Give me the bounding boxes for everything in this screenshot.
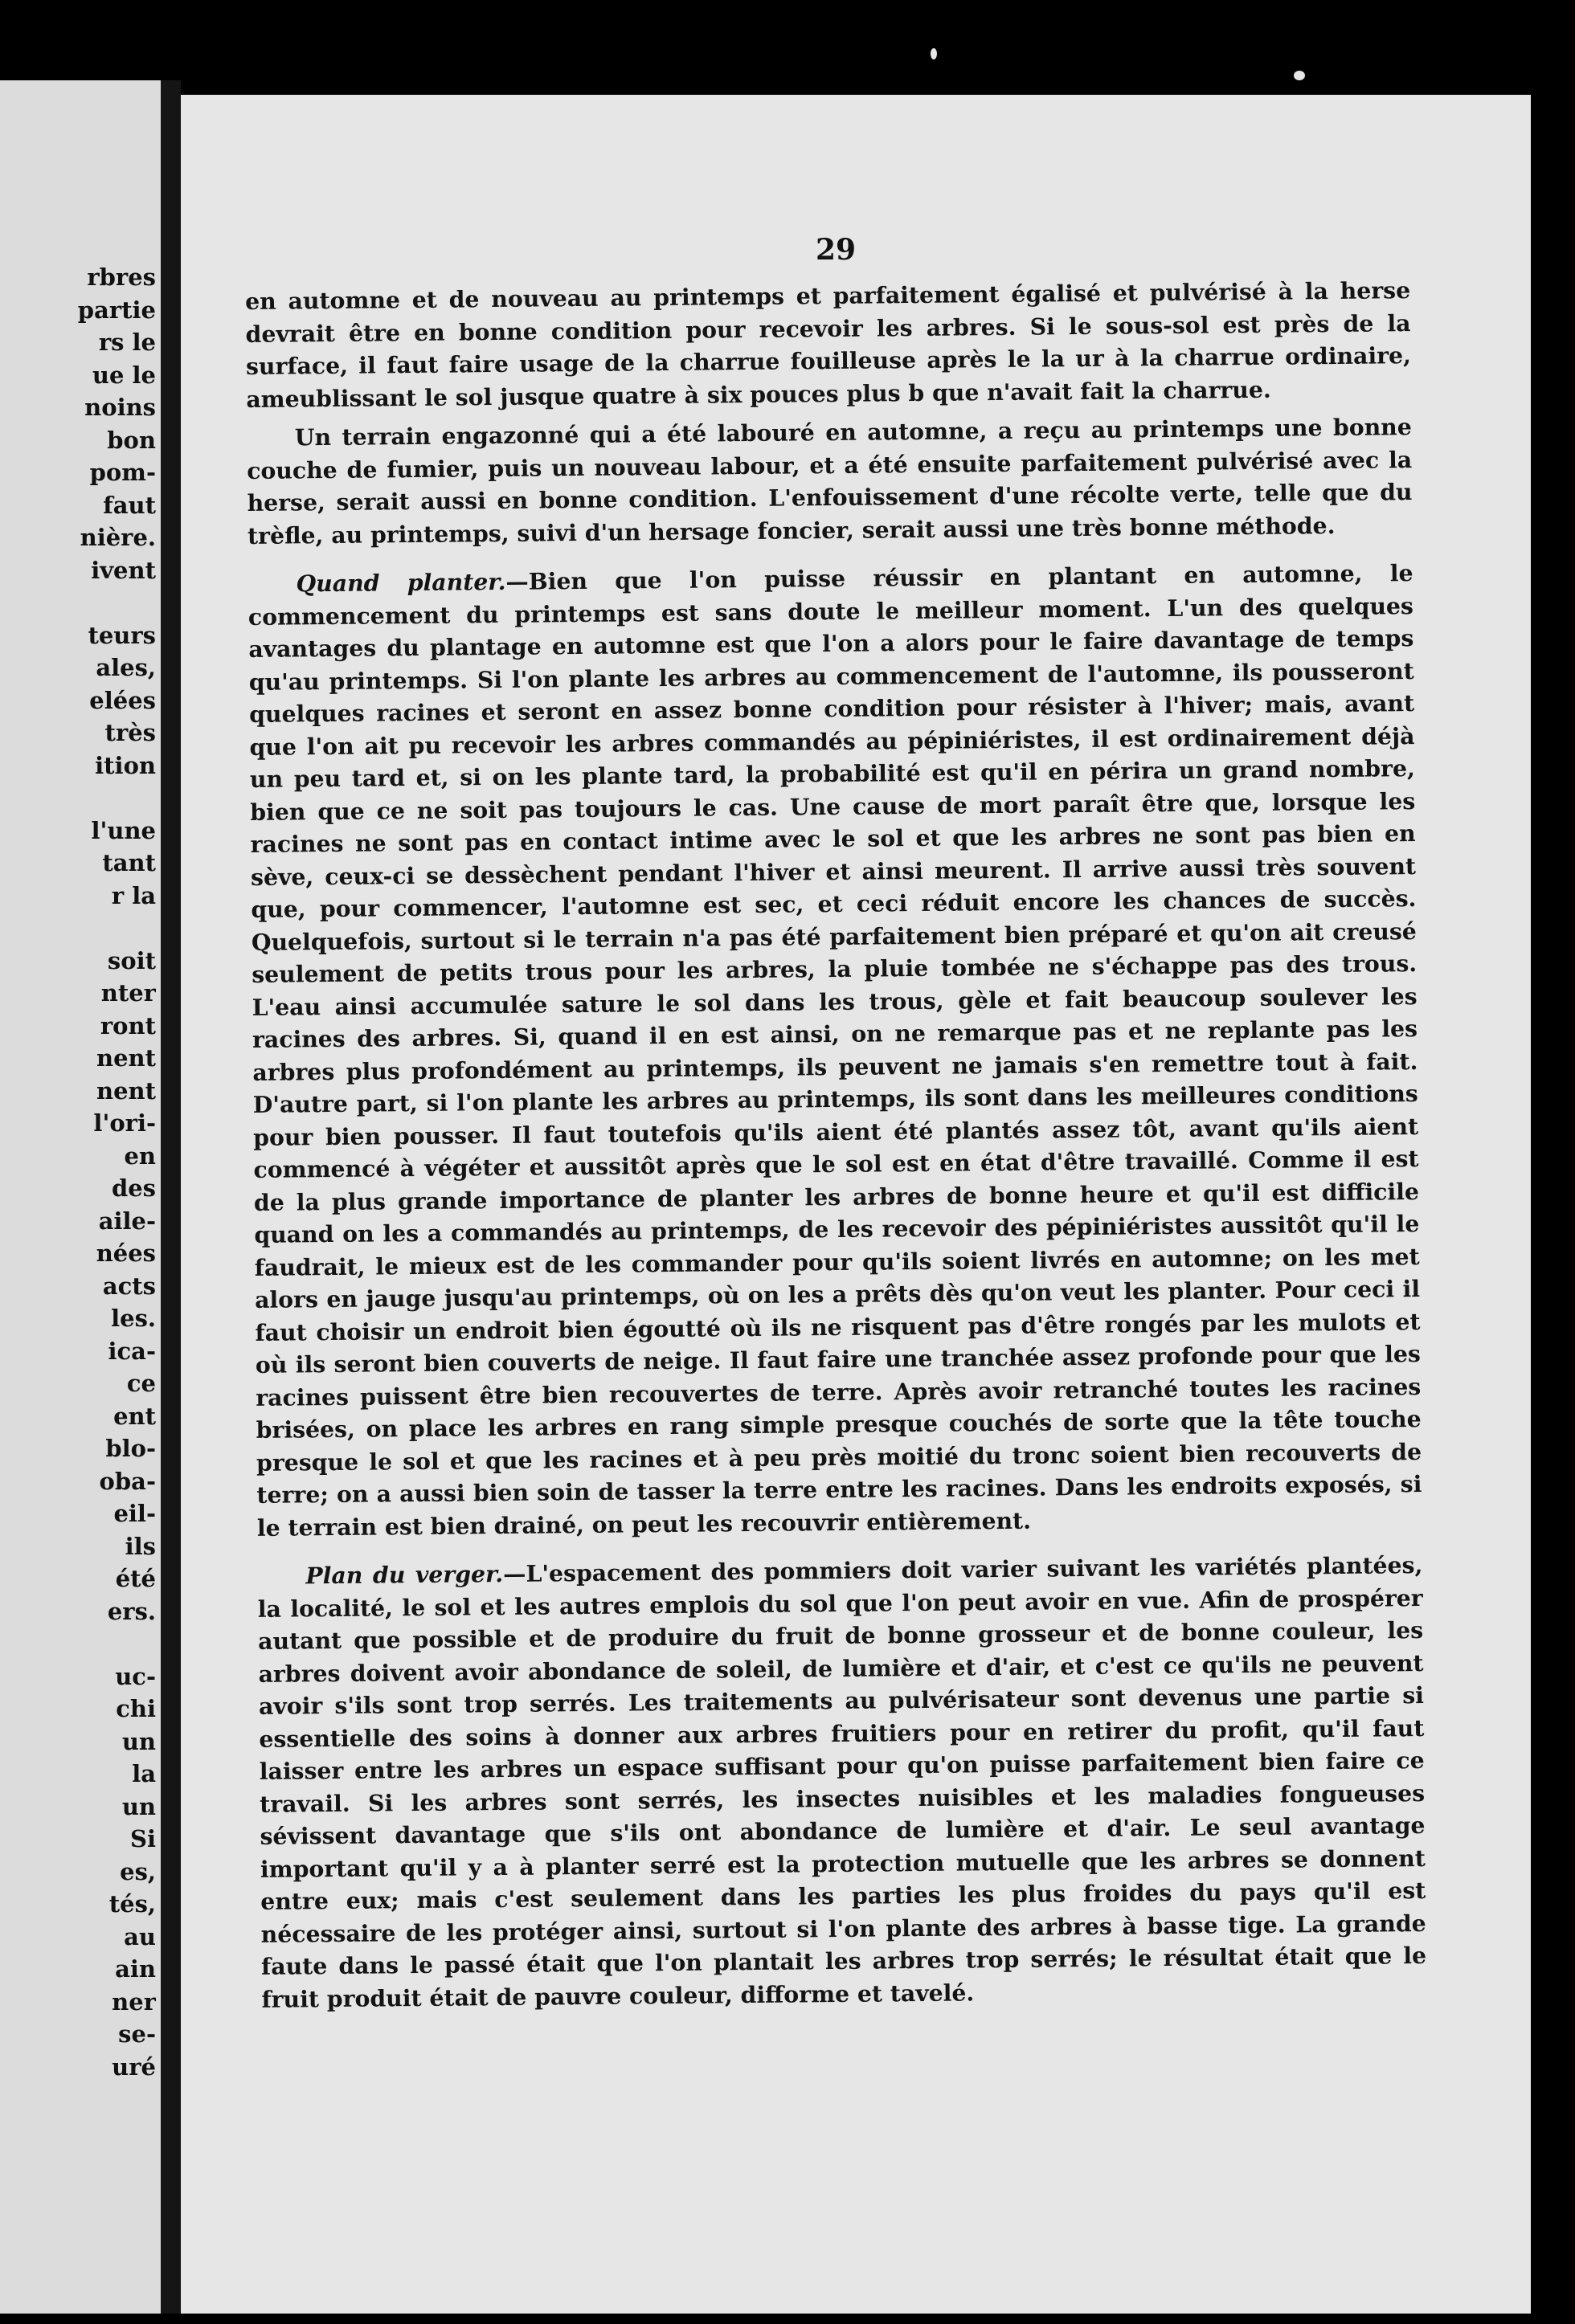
- left-page-fragment: nière.: [80, 524, 156, 551]
- left-page-fragment: faut: [103, 491, 156, 519]
- left-page-fragment: l'ori-: [93, 1109, 156, 1137]
- paragraph-1-text: en automne et de nouveau au printemps et parfaitement égalisé et pulvérisé à la herse devrait être en bonne condition pour recevoir les arbres. Si le sous-sol est près de la surface, il faut faire usage de la charrue fouilleuse après le la ur à la charrue ordinaire, ameublissant le sol jusque quatre à six pouces plus b que n'avait fait la charrue.: [245, 276, 1412, 413]
- left-page-fragment: [27, 586, 156, 619]
- left-page-fragment: teurs: [88, 621, 156, 649]
- left-page-fragment: la: [132, 1760, 156, 1787]
- left-page-fragment: ition: [95, 751, 156, 779]
- left-page-fragment: eil-: [113, 1500, 156, 1527]
- left-page-fragment: ales,: [96, 654, 156, 681]
- paragraph-3-text: —Bien que l'on puisse réussir en plantant en automne, le commencement du printemps est sans doute le meilleur moment. L'un des quelques avantages du plantage en automne est que l'on a alors pour le faire davantage de temps qu'au printemps. Si l'on plante les arbres au commencement de l'automne, ils pousseront quelques racines et seront en assez bonne condition pour résister à l'hiver; mais, avant que l'on ait pu recevoir les arbres commandés au pépiniéristes, il est ordinairement déjà un peu tard et, si on les plante tard, la probabilité est qu'il en périra un grand nombre, bien que ce ne soit pas toujours le cas. Une cause de mort paraît être que, lorsque les racines ne sont pas en contact intime avec le sol et que les arbres ne sont pas bien en sève, ceux-ci se dessèchent pendant l'hiver et ainsi meurent. Il arrive aussi très souvent que, pour commencer, l'automne est sec, et ceci réduit encore les chances de succès. Quelquefois, surtout si le terrain n'a pas été parfaitement bien préparé et qu'on ait creusé seulement de petits trous pour les arbres, la pluie tombée ne s'échappe pas des trous. L'eau ainsi accumulée sature le sol dans les trous, gèle et fait beaucoup soulever les racines des arbres. Si, quand il en est ainsi, on ne remarque pas et ne replante pas les arbres plus profondément au printemps, ils peuvent ne jamais s'en remettre tout à fait. D'autre part, si l'on plante les arbres au printemps, ils sont dans les meilleures conditions pour bien pousser. Il faut toutefois qu'ils aient été plantés assez tôt, avant qu'ils aient commencé à végéter et aussitôt après que le sol est en état d'être travaillé. Comme il est de la plus grande importance de planter les arbres de bonne heure et qu'il est difficile quand on les a commandés au printemps, de les recevoir des pépiniéristes aussitôt qu'il le faudrait, le mieux est de les commander pour qu'ils soient livrés en automne; on les met alors en jauge jusqu'au printemps, où on les a prêts dès qu'on veut les planter. Pour ceci il faut choisir un endroit bien égoutté où ils ne risquent pas d'être rongés par les mulots et où ils seront bien couverts de neige. Il faut faire une tranchée assez profonde pour que les racines puissent être bien recouvertes de terre. Après avoir retranché toutes les racines brisées, on place les arbres en rang simple presque couchés de sorte que la tête touche presque le sol et que les racines et à peu près moitié du tronc soient bien recouverts de terre; on a aussi bien soin de tasser la terre entre les racines. Dans les endroits exposés, si le terrain est bien drainé, on peut les recouvrir entièrement.: [248, 559, 1422, 1542]
- page-number: 29: [816, 233, 857, 267]
- left-page-fragment: es,: [120, 1857, 156, 1885]
- left-page-fragment: ce: [126, 1370, 156, 1397]
- left-page-fragment: un: [121, 1792, 156, 1820]
- paragraph-2: [247, 410, 1413, 552]
- left-page-fragment: nées: [96, 1240, 156, 1267]
- left-page-fragment: se-: [118, 2020, 156, 2048]
- left-page-fragment: chi: [116, 1695, 156, 1722]
- left-page-fragment: tant: [102, 849, 156, 876]
- page-gutter: [161, 80, 181, 2314]
- left-page-fragment: noins: [84, 394, 156, 421]
- left-page-fragment: soit: [107, 946, 156, 974]
- left-page-fragment: ront: [100, 1011, 156, 1039]
- left-page-fragment: bon: [107, 426, 156, 454]
- left-page-fragment: ent: [113, 1402, 156, 1430]
- left-page-fragment: ue le: [92, 361, 156, 389]
- left-page-fragment: acts: [102, 1272, 156, 1300]
- left-page-fragment: uc-: [115, 1662, 156, 1690]
- left-page-fragment: au: [124, 1922, 156, 1950]
- left-page-fragment: nent: [96, 1044, 156, 1072]
- left-page-fragment: aile-: [98, 1207, 156, 1235]
- paragraph-3: [248, 557, 1422, 1544]
- left-page-fragment: [27, 782, 156, 815]
- left-page-fragment: partie: [77, 296, 156, 324]
- left-page-fragment: les.: [111, 1305, 156, 1332]
- left-page-fragment: elées: [89, 686, 156, 714]
- scan-speck: [1294, 71, 1305, 80]
- left-page-fragment: très: [104, 719, 156, 746]
- page-body: [245, 274, 1427, 2016]
- left-page-fragment: nter: [100, 979, 156, 1007]
- left-page-fragment: r la: [111, 881, 156, 909]
- left-page-fragment: rbres: [87, 263, 156, 291]
- left-page-fragment: Si: [130, 1825, 156, 1852]
- left-page-text-column: [27, 261, 156, 2083]
- paragraph-3-heading: Quand planter.: [296, 567, 506, 598]
- left-page-fragment: ner: [112, 1987, 156, 2016]
- left-page-fragment: ers.: [107, 1597, 156, 1625]
- left-page-fragment: [27, 912, 156, 945]
- left-page-fragment: pom-: [89, 459, 156, 486]
- left-page-fragment: tés,: [108, 1890, 156, 1918]
- left-page-fragment: en: [124, 1142, 156, 1170]
- left-page-fragment: ica-: [108, 1337, 156, 1365]
- left-page-fragment: des: [111, 1174, 156, 1202]
- paragraph-4-text: —L'espacement des pommiers doit varier suivant les variétés plantées, la localité, le sol et les autres emplois du sol que l'on peut avoir en vue. Afin de prospérer autant que possible et de produire du fruit de bonne grosseur et de bonne couleur, les arbres doivent avoir abondance de soleil, de lumière et d'air, et c'est ce qu'ils ne peuvent avoir s'ils sont trop serrés. Les traitements au pulvérisateur sont devenus une partie si essentielle des soins à donner aux arbres fruitiers pour en retirer du profit, qu'il faut laisser entre les arbres un espace suffisant pour qu'on puisse parfaitement bien faire ce travail. Si les arbres sont serrés, les insectes nuisibles et les maladies fongueuses sévissent davantage que s'ils ont abondance de lumière et d'air. Le seul avantage important qu'il y a à planter serré est la protection mutuelle que les arbres se donnent entre eux; mais c'est seulement dans les parties les plus froides du pays qu'il est nécessaire de les protéger ainsi, surtout si l'on plante des arbres à basse tige. La grande faute dans le passé était que l'on plantait les arbres trop serrés; le résultat était que le fruit produit était de pauvre couleur, difforme et tavelé.: [257, 1551, 1427, 2013]
- left-page-fragment: nent: [96, 1076, 156, 1105]
- left-page-fragment: ils: [125, 1532, 156, 1560]
- left-page-fragment: ivent: [91, 556, 156, 584]
- scan-speck: [931, 48, 937, 59]
- left-page-fragment: rs le: [98, 329, 156, 356]
- paragraph-1: [245, 274, 1411, 415]
- left-page-fragment: [27, 1628, 156, 1660]
- left-page-fragment: uré: [112, 2052, 156, 2081]
- left-page-fragment: un: [121, 1727, 156, 1755]
- paragraph-4: [257, 1549, 1426, 2016]
- paragraph-2-text: Un terrain engazonné qui a été labouré en automne, a reçu au printemps une bonne couche de fumier, puis un nouveau labour, et a été ensuite parfaitement pulvérisé avec la herse, serait aussi en bonne condition. L'enfouissement d'une récolte verte, telle que du trèfle, au printemps, suivi d'un hersage foncier, serait aussi une très bonne méthode.: [247, 413, 1413, 549]
- paragraph-4-heading: Plan du verger.: [305, 1559, 504, 1590]
- left-page-fragment: été: [115, 1565, 156, 1592]
- left-page-fragment: l'une: [91, 816, 156, 844]
- left-page-fragment: blo-: [105, 1435, 156, 1462]
- left-page-fragment: ain: [115, 1955, 156, 1983]
- left-page: [0, 80, 161, 2314]
- left-page-fragment: oba-: [99, 1467, 156, 1495]
